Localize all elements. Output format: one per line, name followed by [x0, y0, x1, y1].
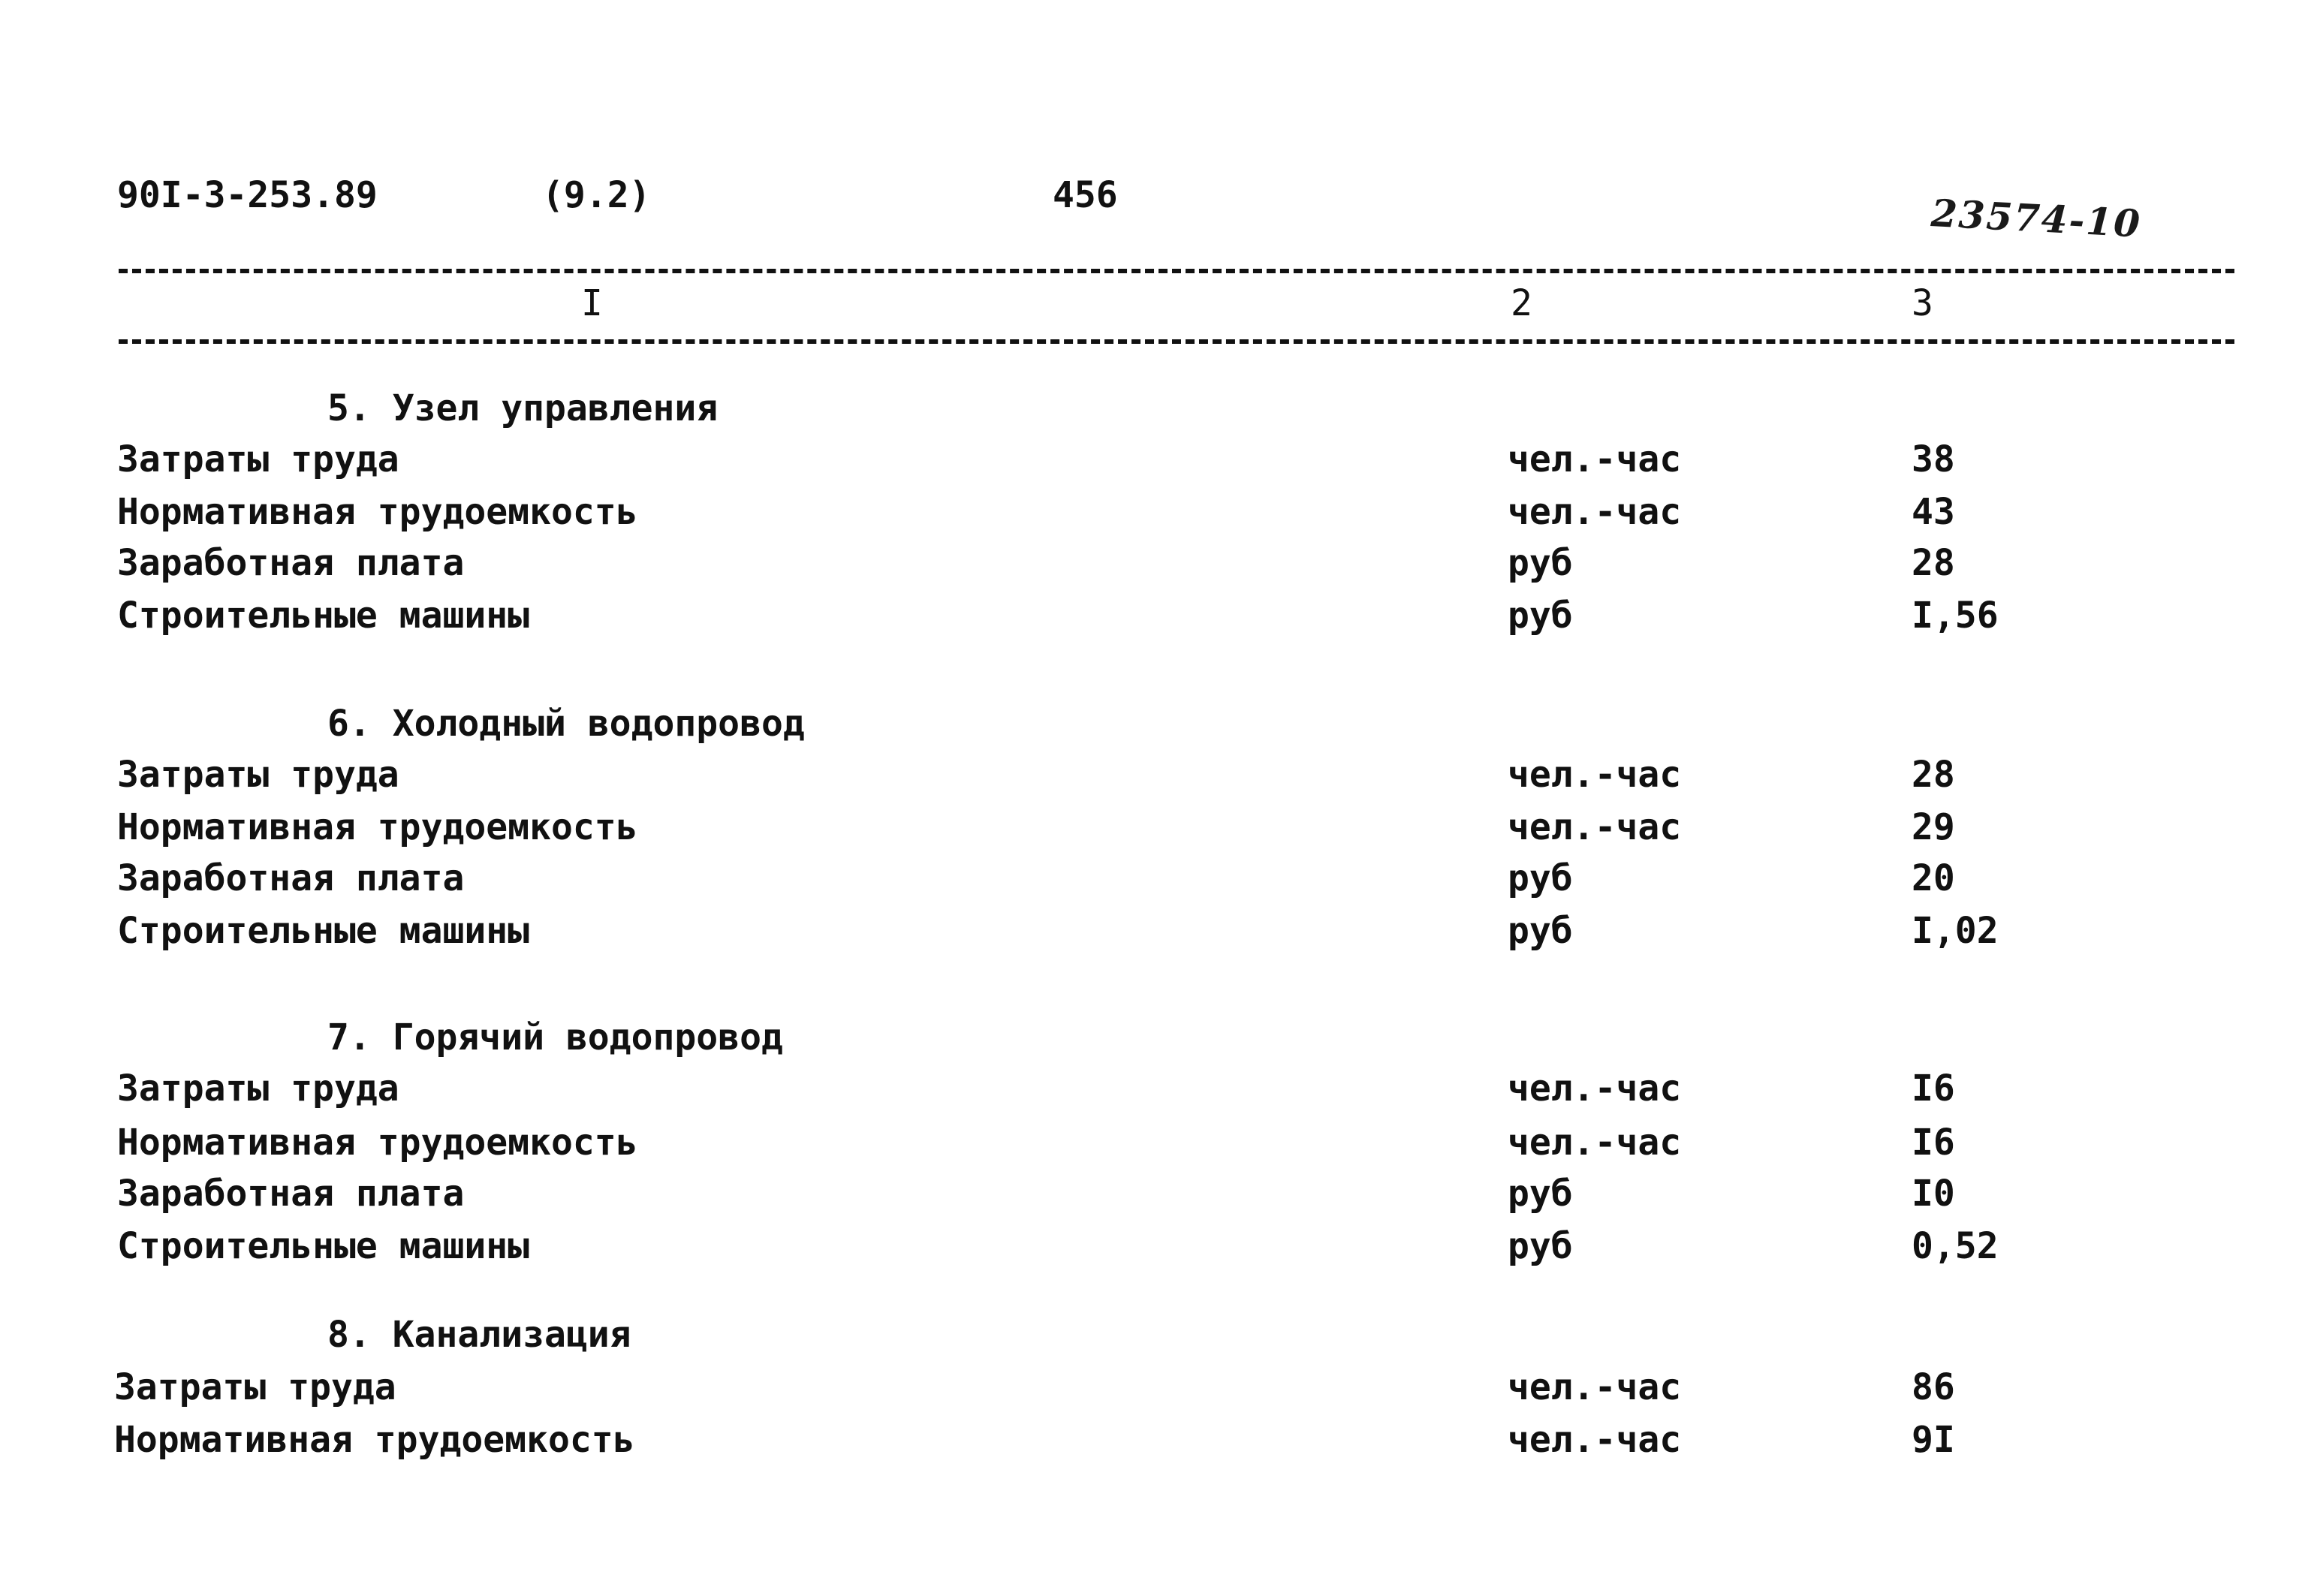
column-number-3: 3 [1912, 282, 1933, 324]
row-unit: чел.-час [1508, 1068, 1682, 1110]
row-value: 28 [1912, 754, 1955, 796]
row-name: Заработная плата [117, 1173, 465, 1215]
row-value: I0 [1912, 1173, 1955, 1215]
handwritten-inventory-number: 23574-10 [1930, 191, 2143, 246]
row-name: Нормативная трудоемкость [114, 1419, 635, 1461]
row-value: I,02 [1912, 910, 1999, 952]
table-row [0, 910, 2305, 958]
row-name: Затраты труда [117, 1068, 399, 1110]
row-unit: руб [1508, 1225, 1573, 1267]
page-number: 456 [1053, 174, 1118, 216]
row-value: I,56 [1912, 595, 1999, 637]
row-unit: чел.-час [1508, 438, 1682, 480]
section-title-row [0, 703, 2305, 751]
table-row [0, 1122, 2305, 1170]
row-name: Строительные машины [117, 595, 530, 637]
document-code: 90I-3-253.89 [117, 174, 378, 216]
table-row [0, 1173, 2305, 1221]
table-row [0, 491, 2305, 539]
table-row [0, 1225, 2305, 1273]
section-title-row [0, 1016, 2305, 1065]
row-unit: руб [1508, 857, 1573, 899]
column-number-1: I [581, 282, 603, 324]
row-unit: руб [1508, 1173, 1573, 1215]
section-number: (9.2) [542, 174, 651, 216]
row-name: Нормативная трудоемкость [117, 806, 638, 848]
section-title: 5. Узел управления [327, 387, 719, 429]
table-row [0, 754, 2305, 802]
row-unit: чел.-час [1508, 754, 1682, 796]
row-name: Затраты труда [117, 438, 399, 480]
section-title-row [0, 387, 2305, 435]
row-unit: руб [1508, 542, 1573, 584]
row-name: Затраты труда [114, 1366, 396, 1408]
table-row [0, 1366, 2305, 1414]
row-value: 20 [1912, 857, 1955, 899]
table-row [0, 857, 2305, 905]
section-title: 7. Горячий водопровод [327, 1016, 783, 1058]
row-name: Затраты труда [117, 754, 399, 796]
row-unit: чел.-час [1508, 1419, 1682, 1461]
row-unit: руб [1508, 595, 1573, 637]
row-name: Строительные машины [117, 910, 530, 952]
table-row [0, 1419, 2305, 1467]
row-value: 29 [1912, 806, 1955, 848]
row-value: 0,52 [1912, 1225, 1999, 1267]
row-value: 86 [1912, 1366, 1955, 1408]
section-title-row [0, 1314, 2305, 1362]
row-value: I6 [1912, 1068, 1955, 1110]
row-value: I6 [1912, 1122, 1955, 1164]
section-title: 8. Канализация [327, 1314, 631, 1356]
row-unit: руб [1508, 910, 1573, 952]
row-value: 28 [1912, 542, 1955, 584]
row-name: Строительные машины [117, 1225, 530, 1267]
row-name: Заработная плата [117, 542, 465, 584]
row-unit: чел.-час [1508, 1366, 1682, 1408]
row-name: Заработная плата [117, 857, 465, 899]
table-row [0, 438, 2305, 486]
column-number-2: 2 [1511, 282, 1532, 324]
table-row [0, 806, 2305, 854]
row-unit: чел.-час [1508, 491, 1682, 533]
row-name: Нормативная трудоемкость [117, 1122, 638, 1164]
table-row [0, 1068, 2305, 1116]
row-value: 9I [1912, 1419, 1955, 1461]
row-value: 38 [1912, 438, 1955, 480]
table-row [0, 542, 2305, 590]
table-row [0, 595, 2305, 643]
section-title: 6. Холодный водопровод [327, 703, 805, 745]
row-value: 43 [1912, 491, 1955, 533]
row-name: Нормативная трудоемкость [117, 491, 638, 533]
row-unit: чел.-час [1508, 806, 1682, 848]
row-unit: чел.-час [1508, 1122, 1682, 1164]
